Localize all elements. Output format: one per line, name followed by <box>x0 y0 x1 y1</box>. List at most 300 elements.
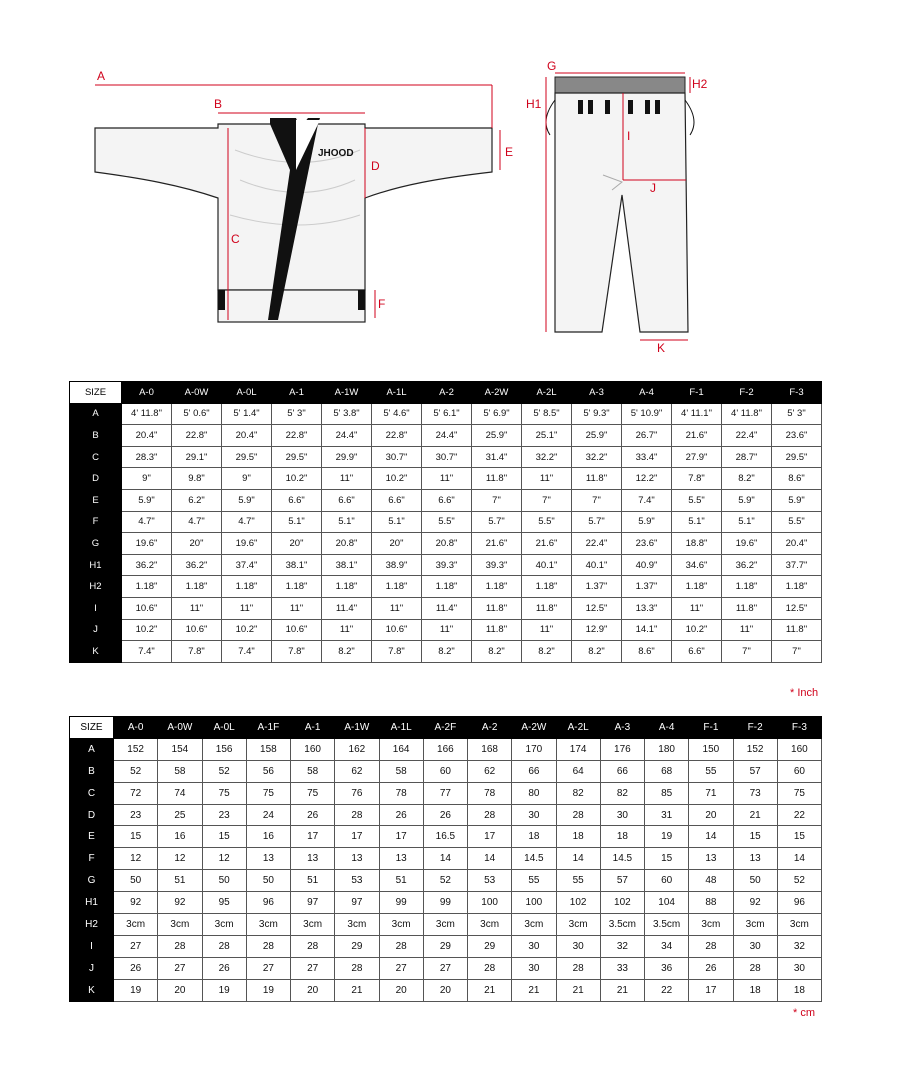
table-cell: 72 <box>114 782 158 804</box>
table-cell: 7" <box>772 641 822 663</box>
table-cell: 58 <box>158 760 202 782</box>
table-cell: 60 <box>645 870 689 892</box>
size-column-header: A-2W <box>512 717 556 739</box>
table-row <box>70 760 822 782</box>
table-cell: 28 <box>291 935 335 957</box>
table-cell: 92 <box>114 892 158 914</box>
jacket-illustration <box>95 118 492 322</box>
table-cell: 5' 3.8" <box>322 403 372 425</box>
table-cell: 6.6" <box>322 489 372 511</box>
table-cell: 75 <box>202 782 246 804</box>
table-cell: 28 <box>158 935 202 957</box>
size-column-header: A-1L <box>372 382 422 404</box>
size-column-header: A-2 <box>468 717 512 739</box>
table-cell: 26 <box>202 957 246 979</box>
table-cell: 180 <box>645 738 689 760</box>
table-cell: 12.5" <box>572 597 622 619</box>
table-cell: 12 <box>114 848 158 870</box>
label-c: C <box>231 232 240 246</box>
size-column-header: A-3 <box>572 382 622 404</box>
label-k: K <box>657 341 666 355</box>
table-cell: 26.7" <box>622 425 672 447</box>
table-cell: 5' 4.6" <box>372 403 422 425</box>
table-row <box>70 979 822 1001</box>
table-cell: 7.4" <box>622 489 672 511</box>
size-header: SIZE <box>70 717 114 739</box>
table-cell: 20.4" <box>222 425 272 447</box>
table-cell: 30.7" <box>422 446 472 468</box>
table-cell: 51 <box>158 870 202 892</box>
size-column-header: F-3 <box>772 382 822 404</box>
table-cell: 11" <box>522 468 572 490</box>
table-cell: 56 <box>246 760 290 782</box>
table-row <box>70 935 822 957</box>
table-cell: 92 <box>733 892 777 914</box>
measurement-label: E <box>70 489 122 511</box>
size-column-header: F-2 <box>722 382 772 404</box>
table-row <box>70 619 822 641</box>
table-cell: 4' 11.8" <box>722 403 772 425</box>
table-cell: 28.7" <box>722 446 772 468</box>
table-cell: 30.7" <box>372 446 422 468</box>
table-cell: 10.2" <box>222 619 272 641</box>
table-cell: 6.6" <box>672 641 722 663</box>
table-cell: 13 <box>379 848 423 870</box>
table-cell: 13 <box>733 848 777 870</box>
table-cell: 5.1" <box>322 511 372 533</box>
table-cell: 58 <box>379 760 423 782</box>
table-cell: 14.5 <box>512 848 556 870</box>
measurement-label: K <box>70 641 122 663</box>
table-cell: 36.2" <box>722 554 772 576</box>
table-cell: 8.2" <box>572 641 622 663</box>
table-cell: 20 <box>423 979 467 1001</box>
table-cell: 21 <box>512 979 556 1001</box>
size-column-header: A-0 <box>114 717 158 739</box>
table-cell: 104 <box>645 892 689 914</box>
table-cell: 3cm <box>423 914 467 936</box>
table-cell: 58 <box>291 760 335 782</box>
table-cell: 10.2" <box>272 468 322 490</box>
table-cell: 30 <box>733 935 777 957</box>
table-cell: 36 <box>645 957 689 979</box>
table-cell: 57 <box>600 870 644 892</box>
table-cell: 8.6" <box>622 641 672 663</box>
table-cell: 20.4" <box>122 425 172 447</box>
table-cell: 31 <box>645 804 689 826</box>
table-cell: 17 <box>689 979 733 1001</box>
table-cell: 11.8" <box>522 597 572 619</box>
measurement-label: F <box>70 848 114 870</box>
table-cell: 80 <box>512 782 556 804</box>
measurement-label: G <box>70 870 114 892</box>
table-cell: 18 <box>600 826 644 848</box>
measurement-label: G <box>70 533 122 555</box>
label-b: B <box>214 97 223 111</box>
table-cell: 5' 6.1" <box>422 403 472 425</box>
table-cell: 66 <box>512 760 556 782</box>
label-f: F <box>378 297 386 311</box>
table-cell: 28.3" <box>122 446 172 468</box>
size-column-header: A-0 <box>122 382 172 404</box>
cm-size-table <box>69 716 822 1002</box>
table-cell: 19 <box>202 979 246 1001</box>
table-row <box>70 957 822 979</box>
table-cell: 19 <box>645 826 689 848</box>
table-cell: 7.8" <box>372 641 422 663</box>
table-cell: 39.3" <box>472 554 522 576</box>
table-cell: 5.1" <box>722 511 772 533</box>
table-cell: 20 <box>291 979 335 1001</box>
table-row <box>70 511 822 533</box>
table-cell: 7.4" <box>122 641 172 663</box>
table-cell: 5.7" <box>472 511 522 533</box>
table-cell: 50 <box>114 870 158 892</box>
table-cell: 21 <box>556 979 600 1001</box>
table-cell: 28 <box>733 957 777 979</box>
table-cell: 27 <box>158 957 202 979</box>
table-cell: 9.8" <box>172 468 222 490</box>
table-cell: 53 <box>468 870 512 892</box>
table-cell: 33 <box>600 957 644 979</box>
table-cell: 150 <box>689 738 733 760</box>
table-cell: 22.8" <box>172 425 222 447</box>
table-cell: 11" <box>422 468 472 490</box>
label-i: I <box>627 129 631 143</box>
table-cell: 28 <box>556 957 600 979</box>
table-cell: 32 <box>777 935 821 957</box>
size-column-header: A-2F <box>423 717 467 739</box>
table-cell: 4.7" <box>122 511 172 533</box>
table-cell: 5.5" <box>422 511 472 533</box>
table-cell: 30 <box>512 804 556 826</box>
table-cell: 55 <box>556 870 600 892</box>
table-cell: 7.8" <box>272 641 322 663</box>
size-column-header: A-0W <box>172 382 222 404</box>
table-cell: 1.18" <box>122 576 172 598</box>
table-cell: 27 <box>379 957 423 979</box>
table-cell: 11" <box>422 619 472 641</box>
table-cell: 15 <box>645 848 689 870</box>
size-column-header: A-0L <box>202 717 246 739</box>
table-cell: 1.18" <box>522 576 572 598</box>
table-cell: 71 <box>689 782 733 804</box>
measurement-label: B <box>70 425 122 447</box>
table-cell: 20 <box>158 979 202 1001</box>
table-cell: 26 <box>291 804 335 826</box>
table-cell: 29.5" <box>222 446 272 468</box>
table-cell: 26 <box>114 957 158 979</box>
table-cell: 156 <box>202 738 246 760</box>
table-cell: 10.2" <box>122 619 172 641</box>
table-cell: 29 <box>468 935 512 957</box>
table-cell: 26 <box>689 957 733 979</box>
table-cell: 25.9" <box>572 425 622 447</box>
table-cell: 82 <box>600 782 644 804</box>
table-cell: 25.1" <box>522 425 572 447</box>
table-row <box>70 738 822 760</box>
table-cell: 38.1" <box>272 554 322 576</box>
table-cell: 17 <box>291 826 335 848</box>
table-cell: 14 <box>556 848 600 870</box>
table-cell: 8.6" <box>772 468 822 490</box>
table-cell: 1.18" <box>372 576 422 598</box>
table-cell: 8.2" <box>472 641 522 663</box>
size-column-header: A-2 <box>422 382 472 404</box>
table-cell: 11.8" <box>572 468 622 490</box>
table-row <box>70 892 822 914</box>
table-cell: 5' 8.5" <box>522 403 572 425</box>
table-cell: 52 <box>423 870 467 892</box>
table-cell: 12 <box>158 848 202 870</box>
table-row <box>70 848 822 870</box>
table-cell: 97 <box>291 892 335 914</box>
table-cell: 11" <box>522 619 572 641</box>
table-cell: 29.5" <box>772 446 822 468</box>
table-cell: 57 <box>733 760 777 782</box>
table-cell: 12.9" <box>572 619 622 641</box>
table-cell: 10.2" <box>372 468 422 490</box>
table-cell: 30 <box>777 957 821 979</box>
table-cell: 13 <box>335 848 379 870</box>
table-cell: 24.4" <box>422 425 472 447</box>
table-cell: 28 <box>468 804 512 826</box>
table-cell: 102 <box>600 892 644 914</box>
table-cell: 1.18" <box>672 576 722 598</box>
table-cell: 9" <box>122 468 172 490</box>
table-cell: 31.4" <box>472 446 522 468</box>
table-cell: 164 <box>379 738 423 760</box>
table-cell: 5' 10.9" <box>622 403 672 425</box>
table-cell: 160 <box>777 738 821 760</box>
table-cell: 96 <box>246 892 290 914</box>
table-cell: 3cm <box>512 914 556 936</box>
measurement-label: I <box>70 597 122 619</box>
table-cell: 3cm <box>777 914 821 936</box>
table-cell: 162 <box>335 738 379 760</box>
table-cell: 3cm <box>114 914 158 936</box>
table-cell: 22 <box>777 804 821 826</box>
measurement-label: H1 <box>70 892 114 914</box>
label-j: J <box>650 181 656 195</box>
table-cell: 7" <box>722 641 772 663</box>
table-cell: 27.9" <box>672 446 722 468</box>
table-cell: 4' 11.1" <box>672 403 722 425</box>
table-row <box>70 804 822 826</box>
table-cell: 3cm <box>556 914 600 936</box>
table-cell: 17 <box>379 826 423 848</box>
measurement-label: H2 <box>70 914 114 936</box>
table-cell: 5.5" <box>772 511 822 533</box>
table-cell: 39.3" <box>422 554 472 576</box>
table-cell: 29.9" <box>322 446 372 468</box>
table-cell: 3.5cm <box>600 914 644 936</box>
table-cell: 19.6" <box>722 533 772 555</box>
table-cell: 8.2" <box>722 468 772 490</box>
measurement-label: J <box>70 957 114 979</box>
table-cell: 40.1" <box>572 554 622 576</box>
table-cell: 3cm <box>202 914 246 936</box>
table-cell: 7.8" <box>672 468 722 490</box>
table-cell: 11" <box>322 468 372 490</box>
table-cell: 50 <box>202 870 246 892</box>
table-cell: 18 <box>556 826 600 848</box>
table-row <box>70 554 822 576</box>
table-cell: 7" <box>472 489 522 511</box>
table-cell: 14 <box>468 848 512 870</box>
table-cell: 20.4" <box>772 533 822 555</box>
table-cell: 28 <box>379 935 423 957</box>
table-cell: 5.5" <box>522 511 572 533</box>
table-cell: 16.5 <box>423 826 467 848</box>
label-g: G <box>547 59 557 73</box>
table-cell: 3cm <box>689 914 733 936</box>
table-cell: 55 <box>512 870 556 892</box>
table-cell: 52 <box>114 760 158 782</box>
table-cell: 27 <box>423 957 467 979</box>
table-cell: 1.18" <box>272 576 322 598</box>
table-cell: 34 <box>645 935 689 957</box>
inch-size-table <box>69 381 822 663</box>
table-cell: 6.2" <box>172 489 222 511</box>
table-row <box>70 782 822 804</box>
table-cell: 5' 1.4" <box>222 403 272 425</box>
table-row <box>70 870 822 892</box>
table-cell: 1.18" <box>422 576 472 598</box>
table-cell: 19 <box>246 979 290 1001</box>
table-cell: 21 <box>733 804 777 826</box>
measurement-label: K <box>70 979 114 1001</box>
table-cell: 10.2" <box>672 619 722 641</box>
table-cell: 21 <box>468 979 512 1001</box>
table-cell: 92 <box>158 892 202 914</box>
table-cell: 11" <box>172 597 222 619</box>
table-cell: 29.5" <box>272 446 322 468</box>
table-cell: 11.8" <box>472 468 522 490</box>
table-cell: 9" <box>222 468 272 490</box>
table-cell: 20" <box>272 533 322 555</box>
table-cell: 85 <box>645 782 689 804</box>
table-cell: 21 <box>600 979 644 1001</box>
table-cell: 76 <box>335 782 379 804</box>
table-cell: 21.6" <box>672 425 722 447</box>
table-cell: 21.6" <box>522 533 572 555</box>
table-row <box>70 641 822 663</box>
size-column-header: A-1W <box>322 382 372 404</box>
table-cell: 20.8" <box>422 533 472 555</box>
table-cell: 3cm <box>379 914 423 936</box>
table-cell: 25 <box>158 804 202 826</box>
table-cell: 5' 3" <box>272 403 322 425</box>
label-a: A <box>97 69 106 83</box>
table-cell: 6.6" <box>422 489 472 511</box>
table-cell: 60 <box>423 760 467 782</box>
table-cell: 3cm <box>468 914 512 936</box>
size-column-header: F-2 <box>733 717 777 739</box>
table-cell: 11" <box>672 597 722 619</box>
table-cell: 15 <box>202 826 246 848</box>
table-cell: 27 <box>291 957 335 979</box>
table-cell: 14 <box>777 848 821 870</box>
table-cell: 24 <box>246 804 290 826</box>
table-cell: 1.18" <box>472 576 522 598</box>
table-cell: 22.4" <box>722 425 772 447</box>
table-cell: 37.7" <box>772 554 822 576</box>
table-cell: 22.4" <box>572 533 622 555</box>
table-row <box>70 826 822 848</box>
table-cell: 102 <box>556 892 600 914</box>
table-cell: 99 <box>379 892 423 914</box>
table-cell: 22 <box>645 979 689 1001</box>
table-cell: 18 <box>512 826 556 848</box>
table-cell: 1.18" <box>722 576 772 598</box>
table-cell: 20" <box>172 533 222 555</box>
table-cell: 13 <box>689 848 733 870</box>
table-cell: 26 <box>379 804 423 826</box>
table-cell: 158 <box>246 738 290 760</box>
measurement-label: C <box>70 446 122 468</box>
table-cell: 30 <box>512 957 556 979</box>
table-cell: 75 <box>246 782 290 804</box>
table-cell: 73 <box>733 782 777 804</box>
label-d: D <box>371 159 380 173</box>
table-cell: 14 <box>689 826 733 848</box>
table-cell: 7" <box>522 489 572 511</box>
table-cell: 51 <box>291 870 335 892</box>
table-cell: 11.4" <box>322 597 372 619</box>
table-cell: 5.9" <box>222 489 272 511</box>
table-cell: 30 <box>556 935 600 957</box>
measurement-label: I <box>70 935 114 957</box>
table-cell: 52 <box>777 870 821 892</box>
table-cell: 38.1" <box>322 554 372 576</box>
table-row <box>70 446 822 468</box>
size-column-header: A-0L <box>222 382 272 404</box>
table-cell: 5' 0.6" <box>172 403 222 425</box>
table-cell: 13 <box>291 848 335 870</box>
table-cell: 3cm <box>246 914 290 936</box>
table-cell: 51 <box>379 870 423 892</box>
table-cell: 14.1" <box>622 619 672 641</box>
table-cell: 33.4" <box>622 446 672 468</box>
table-cell: 37.4" <box>222 554 272 576</box>
table-cell: 168 <box>468 738 512 760</box>
table-cell: 5.7" <box>572 511 622 533</box>
inch-unit-note: * Inch <box>790 687 819 699</box>
table-cell: 1.37" <box>622 576 672 598</box>
table-cell: 5' 3" <box>772 403 822 425</box>
table-cell: 1.18" <box>172 576 222 598</box>
table-cell: 66 <box>600 760 644 782</box>
table-cell: 5.9" <box>622 511 672 533</box>
table-cell: 176 <box>600 738 644 760</box>
table-cell: 10.6" <box>372 619 422 641</box>
measurement-label: A <box>70 403 122 425</box>
table-cell: 170 <box>512 738 556 760</box>
table-cell: 11.8" <box>772 619 822 641</box>
table-cell: 53 <box>335 870 379 892</box>
table-cell: 5.9" <box>722 489 772 511</box>
table-cell: 1.18" <box>772 576 822 598</box>
table-cell: 18 <box>777 979 821 1001</box>
table-cell: 166 <box>423 738 467 760</box>
table-cell: 23 <box>202 804 246 826</box>
table-cell: 28 <box>202 935 246 957</box>
table-cell: 99 <box>423 892 467 914</box>
table-cell: 19.6" <box>122 533 172 555</box>
table-cell: 29 <box>335 935 379 957</box>
table-cell: 5' 6.9" <box>472 403 522 425</box>
